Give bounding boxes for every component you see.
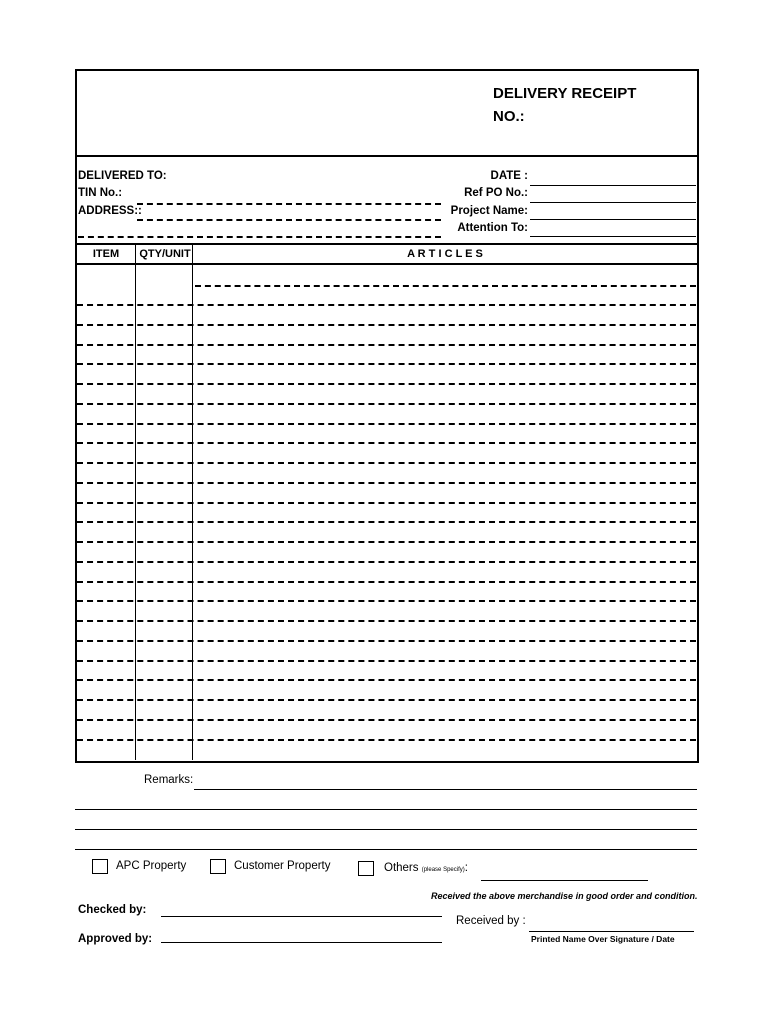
attention-to-field[interactable] xyxy=(530,236,696,237)
table-row-line xyxy=(195,285,696,287)
tin-label: TIN No.: xyxy=(78,187,123,199)
table-row-line xyxy=(77,679,696,681)
column-qty-unit: QTY/UNIT xyxy=(139,248,191,260)
remarks-field-4[interactable] xyxy=(75,849,697,850)
apc-property-label: APC Property xyxy=(116,860,187,872)
table-row-line xyxy=(77,739,696,741)
customer-property-label: Customer Property xyxy=(234,860,331,872)
tin-field[interactable] xyxy=(137,203,441,205)
date-field[interactable] xyxy=(530,185,696,186)
printed-name-caption: Printed Name Over Signature / Date xyxy=(531,934,675,944)
remarks-field-1[interactable] xyxy=(194,789,697,790)
table-row-line xyxy=(77,403,696,405)
table-header-border xyxy=(75,263,697,265)
table-row-line xyxy=(77,423,696,425)
received-by-label: Received by : xyxy=(456,915,526,927)
header-divider xyxy=(75,155,697,157)
others-specify-field[interactable] xyxy=(481,880,648,881)
others-checkbox[interactable] xyxy=(358,861,374,876)
checked-by-label: Checked by: xyxy=(78,904,147,916)
table-row-line xyxy=(77,620,696,622)
table-row-line xyxy=(77,502,696,504)
please-specify-text: (please Specify) xyxy=(421,867,465,873)
table-top-border xyxy=(75,243,697,245)
date-label: DATE : xyxy=(490,170,528,182)
table-row-line xyxy=(77,383,696,385)
receipt-title: DELIVERY RECEIPT xyxy=(493,85,637,102)
remarks-label: Remarks: xyxy=(144,774,194,786)
address-label: ADDRESS:: xyxy=(78,205,142,217)
delivered-to-label: DELIVERED TO: xyxy=(78,170,167,182)
table-row-line xyxy=(77,442,696,444)
column-articles: A R T I C L E S xyxy=(407,248,483,260)
others-label xyxy=(384,862,468,874)
table-row-line xyxy=(77,521,696,523)
table-row-line xyxy=(77,719,696,721)
approved-by-field[interactable] xyxy=(161,942,442,943)
project-name-field[interactable] xyxy=(530,219,696,220)
table-row-line xyxy=(77,660,696,662)
receipt-frame xyxy=(75,69,699,763)
address-field-1[interactable] xyxy=(137,219,441,221)
table-row-line xyxy=(77,581,696,583)
receipt-number-label: NO.: xyxy=(493,108,525,125)
table-row-line xyxy=(77,640,696,642)
apc-property-checkbox[interactable] xyxy=(92,859,108,874)
received-note: Received the above merchandise in good order and condition. xyxy=(431,891,698,901)
table-row-line xyxy=(77,344,696,346)
attention-to-label: Attention To: xyxy=(457,222,528,234)
address-field-2[interactable] xyxy=(78,236,441,238)
table-row-line xyxy=(77,324,696,326)
table-row-line xyxy=(77,541,696,543)
table-row-line xyxy=(77,304,696,306)
received-by-field[interactable] xyxy=(529,931,694,932)
table-row-line xyxy=(77,482,696,484)
approved-by-label: Approved by: xyxy=(78,933,153,945)
table-row-line xyxy=(77,600,696,602)
table-row-line xyxy=(77,561,696,563)
customer-property-checkbox[interactable] xyxy=(210,859,226,874)
remarks-field-2[interactable] xyxy=(75,809,697,810)
project-name-label: Project Name: xyxy=(450,205,528,217)
ref-po-field[interactable] xyxy=(530,202,696,203)
column-item: ITEM xyxy=(92,248,120,260)
ref-po-label: Ref PO No.: xyxy=(464,187,528,199)
remarks-field-3[interactable] xyxy=(75,829,697,830)
checked-by-field[interactable] xyxy=(161,916,442,917)
table-row-line xyxy=(77,462,696,464)
table-row-line xyxy=(77,699,696,701)
table-row-line xyxy=(77,363,696,365)
others-colon: : xyxy=(464,862,468,874)
others-text: Others xyxy=(384,862,419,874)
